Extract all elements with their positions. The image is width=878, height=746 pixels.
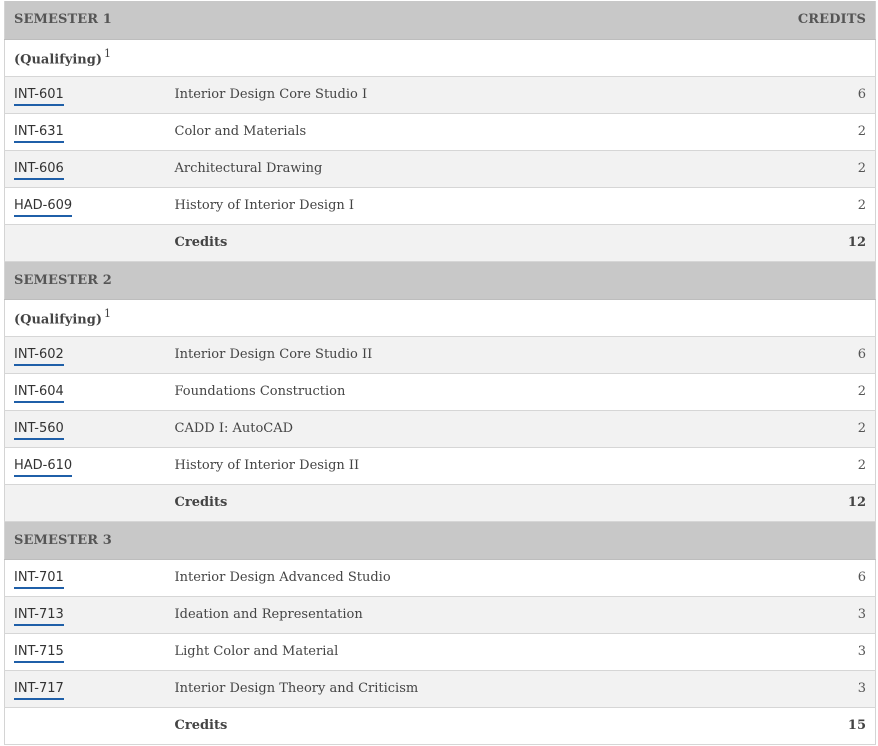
credits-total-label: Credits: [167, 484, 697, 521]
course-title: Interior Design Core Studio I: [167, 76, 697, 113]
course-title: Interior Design Core Studio II: [167, 336, 697, 373]
course-row: [5, 336, 876, 373]
credits-total-row: [5, 707, 876, 744]
course-credits: 3: [697, 596, 876, 633]
credits-total-value: 12: [697, 224, 876, 261]
course-code-link[interactable]: INT-604: [14, 384, 64, 403]
course-title: Light Color and Material: [167, 633, 697, 670]
course-credits: 2: [697, 113, 876, 150]
semester-header: [5, 1, 876, 39]
course-code-link[interactable]: INT-606: [14, 161, 64, 180]
course-credits: 6: [697, 336, 876, 373]
credits-total-label: Credits: [167, 224, 697, 261]
semester-label: SEMESTER 1: [5, 1, 697, 39]
footnote-marker: 1: [104, 46, 112, 60]
semester-label: SEMESTER 3: [5, 521, 876, 559]
course-code-link[interactable]: INT-715: [14, 644, 64, 663]
course-credits: 2: [697, 187, 876, 224]
course-row: [5, 76, 876, 113]
course-row: [5, 113, 876, 150]
course-credits: 6: [697, 76, 876, 113]
course-credits: 2: [697, 447, 876, 484]
course-code-link[interactable]: INT-602: [14, 347, 64, 366]
course-credits: 3: [697, 670, 876, 707]
qualifying-note-row: [5, 299, 876, 336]
course-code-link[interactable]: HAD-610: [14, 458, 72, 477]
semester-header: [5, 261, 876, 299]
credits-total-label: Credits: [167, 707, 697, 744]
course-row: [5, 373, 876, 410]
course-row: [5, 187, 876, 224]
course-code-link[interactable]: INT-701: [14, 570, 64, 589]
course-plan: [4, 1, 875, 745]
course-title: History of Interior Design II: [167, 447, 697, 484]
semester-label: SEMESTER 2: [5, 261, 876, 299]
course-title: Interior Design Theory and Criticism: [167, 670, 697, 707]
course-credits: 2: [697, 373, 876, 410]
course-row: [5, 670, 876, 707]
course-credits: 2: [697, 150, 876, 187]
course-credits: 2: [697, 410, 876, 447]
course-credits: 6: [697, 559, 876, 596]
course-title: Color and Materials: [167, 113, 697, 150]
course-code-link[interactable]: INT-717: [14, 681, 64, 700]
course-row: [5, 410, 876, 447]
qualifying-note: (Qualifying): [14, 312, 103, 328]
qualifying-note-row: [5, 39, 876, 76]
course-code-link[interactable]: INT-560: [14, 421, 64, 440]
credits-total-row: [5, 224, 876, 261]
course-table: [4, 1, 876, 745]
course-credits: 3: [697, 633, 876, 670]
course-title: Ideation and Representation: [167, 596, 697, 633]
qualifying-note: (Qualifying): [14, 52, 103, 68]
credits-total-row: [5, 484, 876, 521]
course-code-link[interactable]: INT-601: [14, 87, 64, 106]
course-row: [5, 633, 876, 670]
semester-header: [5, 521, 876, 559]
course-row: [5, 596, 876, 633]
credits-column-header: CREDITS: [697, 1, 876, 39]
course-row: [5, 447, 876, 484]
course-code-link[interactable]: INT-631: [14, 124, 64, 143]
course-title: CADD I: AutoCAD: [167, 410, 697, 447]
credits-total-value: 12: [697, 484, 876, 521]
course-row: [5, 559, 876, 596]
course-title: Interior Design Advanced Studio: [167, 559, 697, 596]
course-code-link[interactable]: INT-713: [14, 607, 64, 626]
credits-total-value: 15: [697, 707, 876, 744]
course-title: Architectural Drawing: [167, 150, 697, 187]
course-row: [5, 150, 876, 187]
course-title: Foundations Construction: [167, 373, 697, 410]
course-title: History of Interior Design I: [167, 187, 697, 224]
footnote-marker: 1: [104, 306, 112, 320]
course-code-link[interactable]: HAD-609: [14, 198, 72, 217]
